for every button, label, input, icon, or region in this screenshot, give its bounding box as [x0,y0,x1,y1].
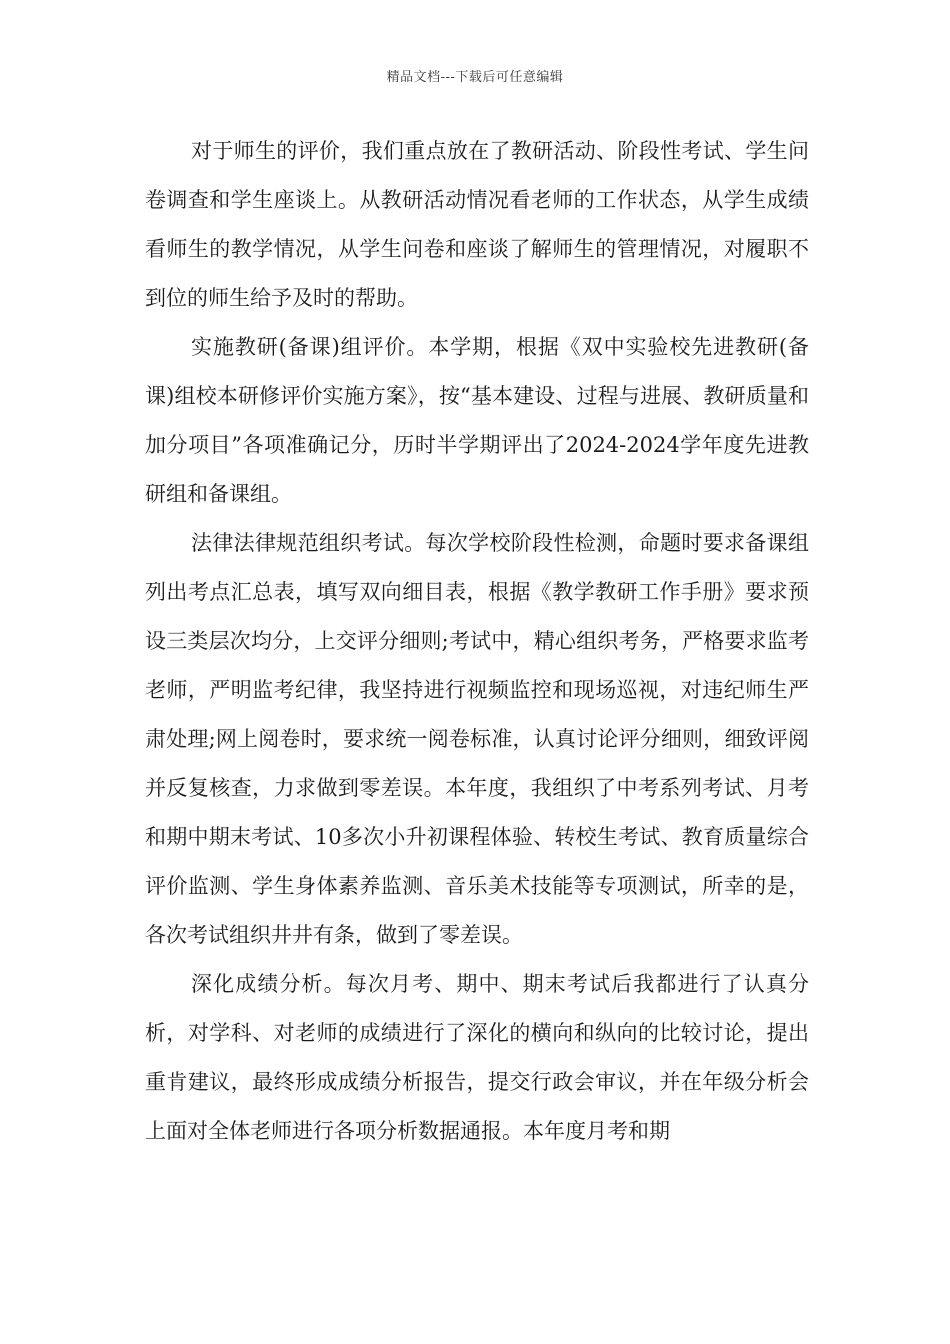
paragraph-evaluation: 对于师生的评价，我们重点放在了教研活动、阶段性考试、学生问卷调查和学生座谈上。从教研活动情况看老师的工作状态，从学生成绩看师生的教学情况，从学生问卷和座谈了解师生的管理情况，对履职不到位的师生给予及时的帮助。 [145,139,809,310]
page-header: 精品文档---下载后可任意编辑 [386,70,564,85]
paragraph-score-analysis: 深化成绩分析。每次月考、期中、期末考试后我都进行了认真分析，对学科、对老师的成绩进行了深化的横向和纵向的比较讨论，提出重肯建议，最终形成成绩分析报告，提交行政会审议，并在年级分析会上面对全体老师进行各项分析数据通报。本年度月考和期 [145,972,809,1143]
paragraph-group-evaluation: 实施教研(备课)组评价。本学期，根据《双中实验校先进教研(备课)组校本研修评价实施方案》，按“基本建设、过程与进展、教研质量和加分项目”各项准确记分，历时半学期评出了2024-2024学年度先进教研组和备课组。 [145,335,809,506]
document-body [145,127,809,1156]
paragraph-exam-organization: 法律法律规范组织考试。每次学校阶段性检测，命题时要求备课组列出考点汇总表，填写双向细目表，根据《教学教研工作手册》要求预设三类层次均分，上交评分细则;考试中，精心组织考务，严格要求监考老师，严明监考纪律，我坚持进行视频监控和现场巡视，对违纪师生严肃处理;网上阅卷时，要求统一阅卷标准，认真讨论评分细则，细致评阅并反复核查，力求做到零差误。本年度，我组织了中考系列考试、月考和期中期末考试、10多次小升初课程体验、转校生考试、教育质量综合评价监测、学生身体素养监测、音乐美术技能等专项测试，所幸的是，各次考试组织井井有条，做到了零差误。 [145,531,809,947]
